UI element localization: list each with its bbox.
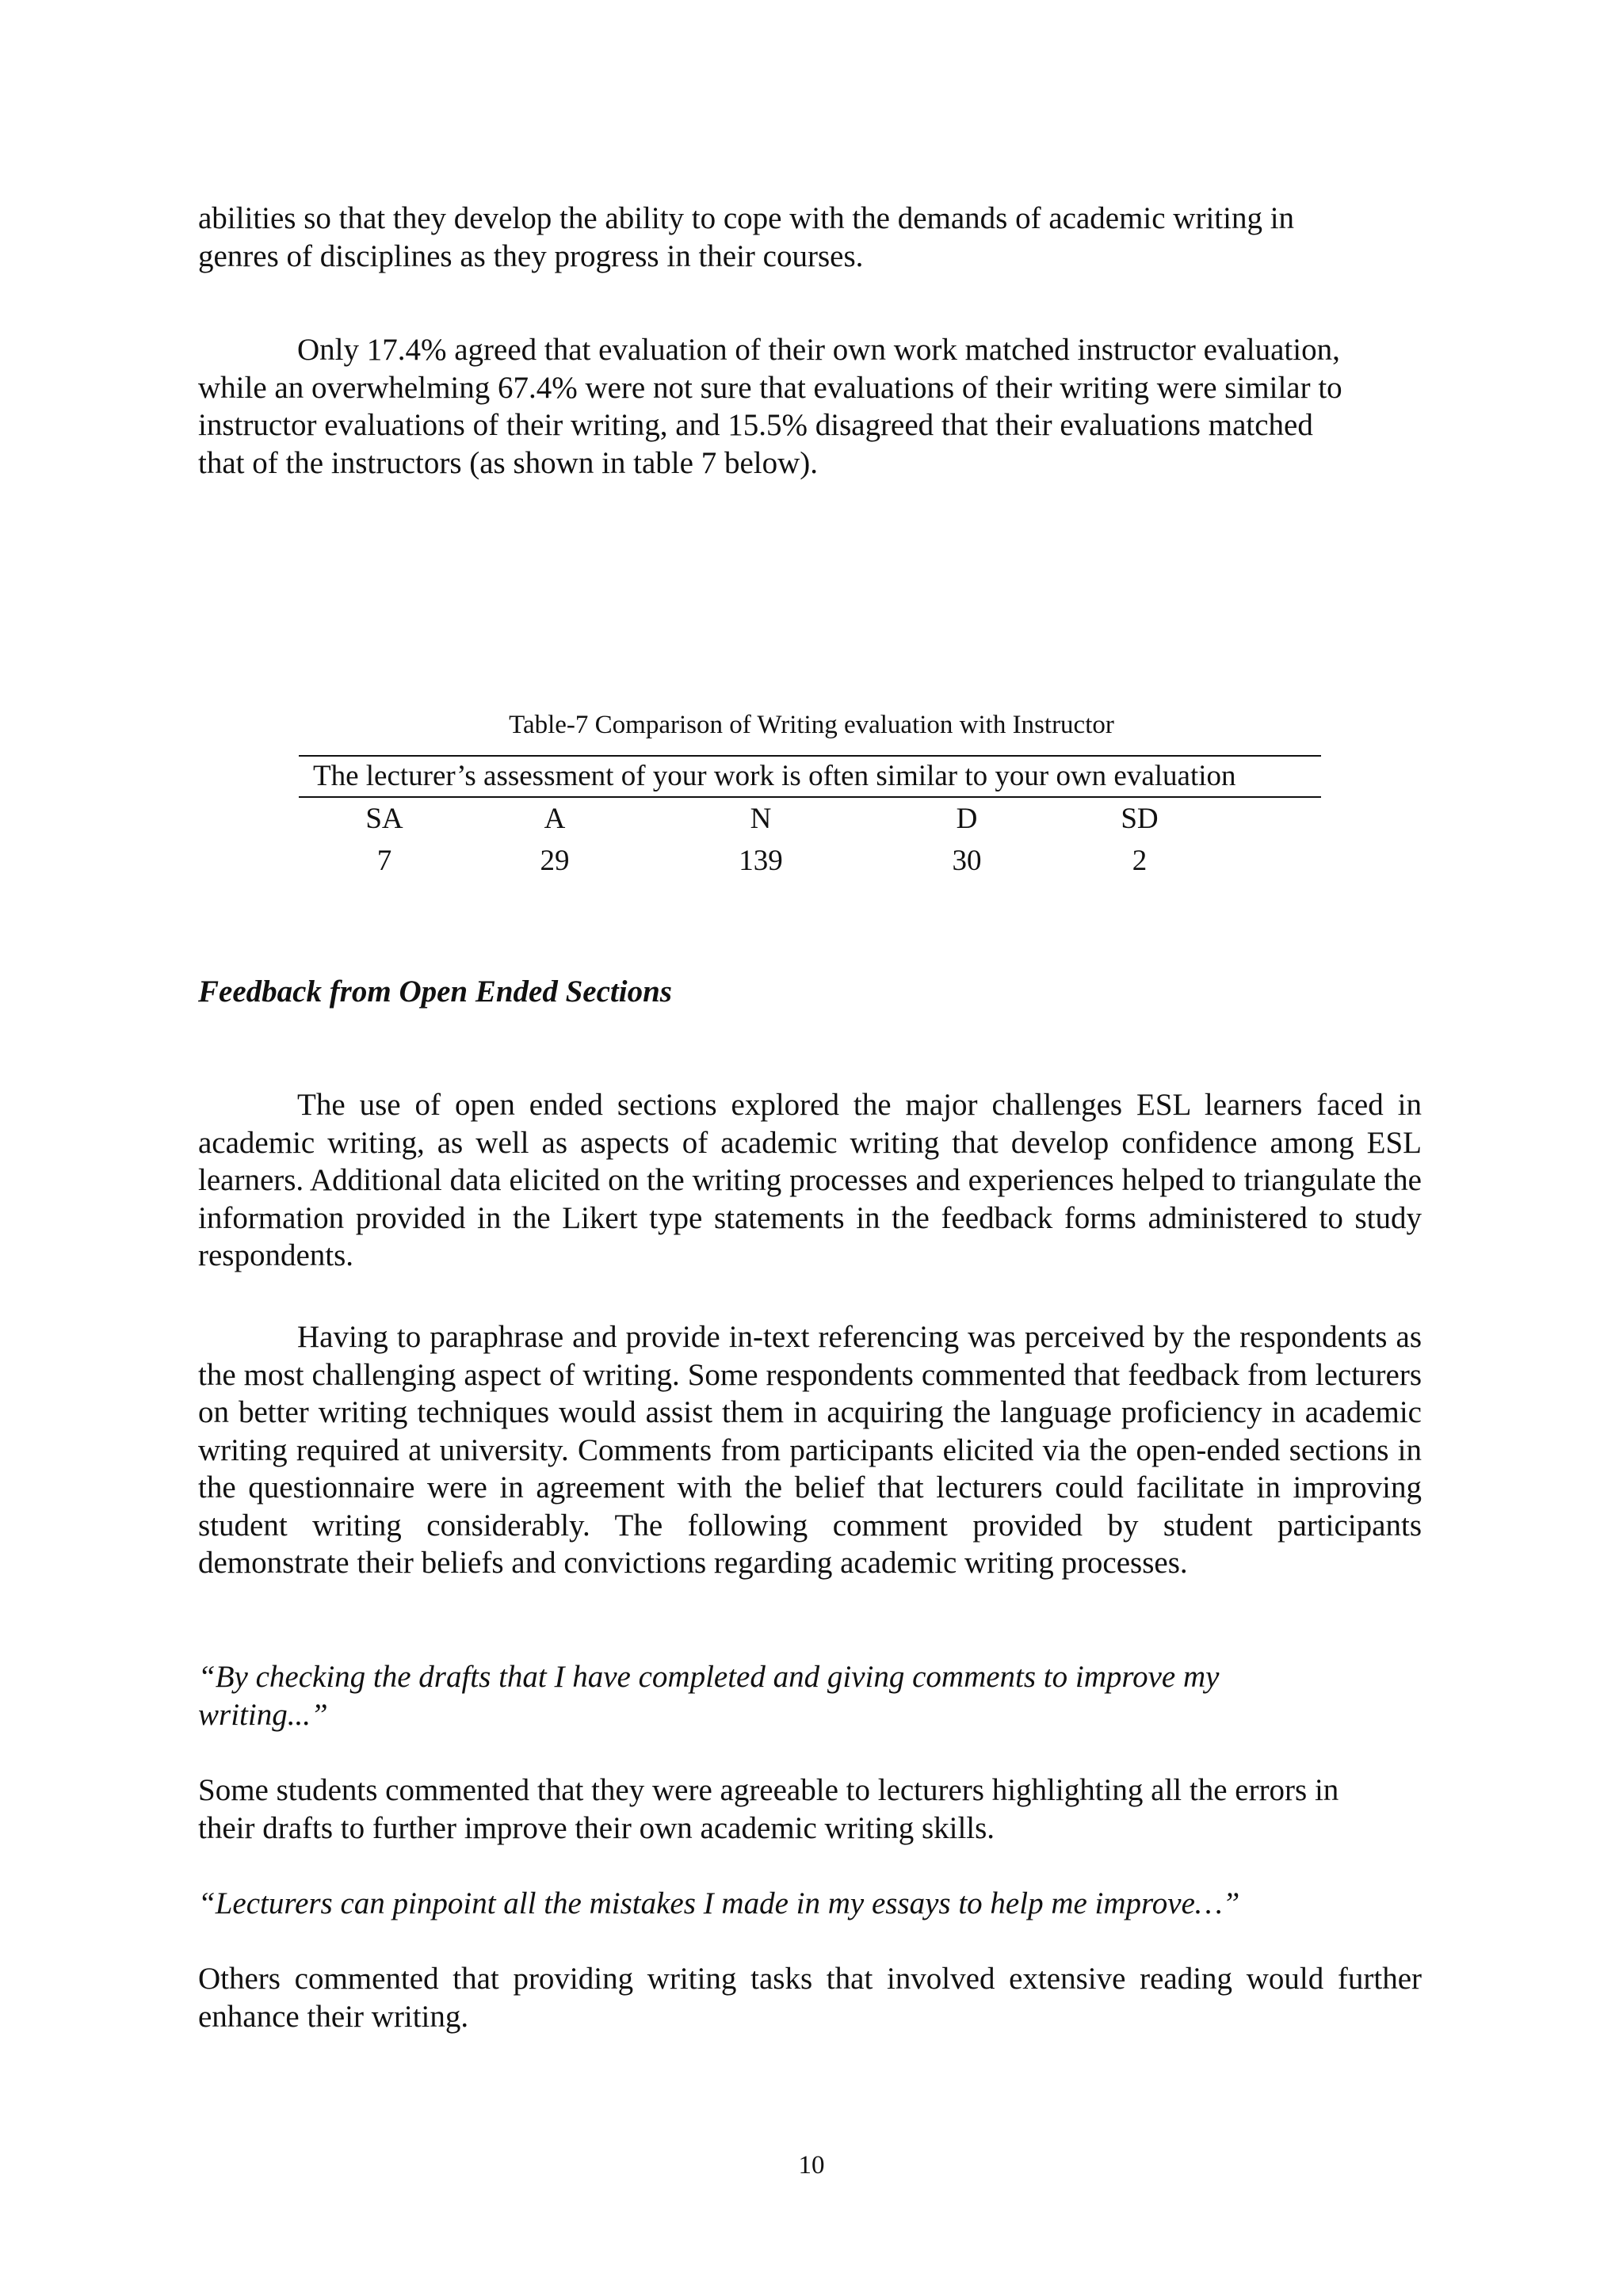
text-line: genres of disciplines as they progress in their courses.	[198, 238, 864, 273]
text-line: instructor evaluations of their writing, and 15.5% disagreed that their evaluations matched	[198, 408, 1313, 442]
table-cell: 29	[540, 845, 570, 877]
text-line: their drafts to further improve their own academic writing skills.	[198, 1810, 995, 1845]
table-cell: 139	[739, 845, 783, 877]
table-cell: 7	[376, 845, 392, 877]
table-values-row	[299, 840, 1321, 882]
paragraph-challenges: Having to paraphrase and provide in-text referencing was perceived by the respondents as the most challenging aspect of writing. Some respondents commented that feedback from lecturers on better writing techniques would assist them in acquiring the language proficiency in academic writing required at university. Comments from participants elicited via the open-ended sections in the questionnaire were in agreement with the belief that lecturers could facilitate in improving student writing considerably. The following comment provided by student participants demonstrate their beliefs and convictions regarding academic writing processes.	[198, 1320, 1422, 1580]
section-heading: Feedback from Open Ended Sections	[198, 974, 672, 1009]
table-header: The lecturer’s assessment of your work is often similar to your own evaluation	[313, 760, 1236, 792]
text-line: abilities so that they develop the ability to cope with the demands of academic writing in	[198, 201, 1295, 235]
paragraph-continuation	[198, 200, 1422, 275]
quote-mistakes: “Lecturers can pinpoint all the mistakes I made in my essays to help me improve…”	[198, 1886, 1240, 1920]
table-caption: Table-7 Comparison of Writing evaluation with Instructor	[509, 711, 1114, 739]
text-line: “By checking the drafts that I have completed and giving comments to improve my	[198, 1660, 1220, 1694]
column-label: SD	[1121, 803, 1159, 835]
column-label: D	[956, 803, 978, 835]
table-column-labels	[299, 798, 1321, 840]
quote-drafts	[198, 1658, 1422, 1733]
text-line: Only 17.4% agreed that evaluation of their own work matched instructor evaluation,	[297, 333, 1340, 367]
paragraph-agreement-stats	[198, 331, 1422, 482]
column-label: N	[750, 803, 772, 835]
table-cell: 2	[1132, 845, 1148, 877]
paragraph-reading: Others commented that providing writing tasks that involved extensive reading would further enhance their writing.	[198, 1962, 1422, 2034]
column-label: SA	[365, 803, 403, 835]
column-label: A	[544, 803, 566, 835]
paragraph-open-ended: The use of open ended sections explored the major challenges ESL learners faced in academic writing, as well as aspects of academic writing that develop confidence among ESL learners. Additional data elicited on the writing processes and experiences helped to triangulate the information provided in the Likert type statements in the feedback forms administered to study respondents.	[198, 1088, 1422, 1272]
page-number: 10	[798, 2151, 825, 2180]
table-cell: 30	[952, 845, 982, 877]
text-line: writing...”	[198, 1697, 328, 1732]
paragraph-errors	[198, 1772, 1422, 1847]
text-line: while an overwhelming 67.4% were not sure that evaluations of their writing were similar to	[198, 370, 1342, 405]
text-line: that of the instructors (as shown in table 7 below).	[198, 445, 818, 480]
table-7	[299, 755, 1321, 882]
text-line: Some students commented that they were agreeable to lecturers highlighting all the errors in	[198, 1773, 1339, 1807]
